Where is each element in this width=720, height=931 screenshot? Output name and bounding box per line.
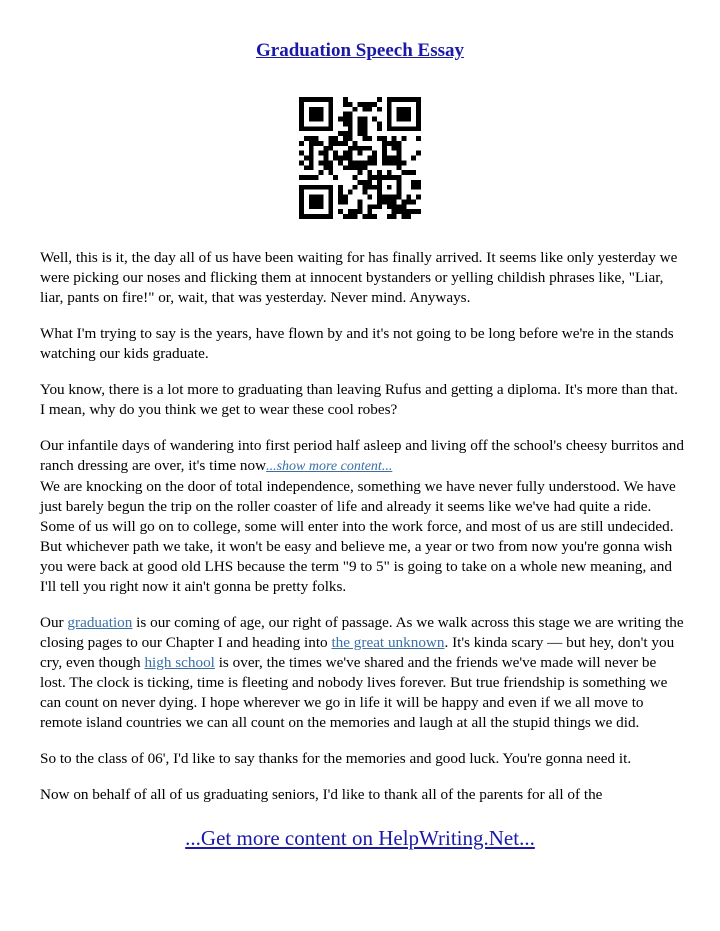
get-more-content-link[interactable]: ...Get more content on HelpWriting.Net...: [185, 826, 535, 850]
qr-code-icon: [299, 97, 421, 219]
paragraph: So to the class of 06', I'd like to say thanks for the memories and good luck. You're gonna need it.: [40, 750, 632, 767]
paragraph-text: Our infantile days of wandering into first period half asleep and living off the school's cheesy burritos and ranch dressing are over, it's time now: [40, 437, 684, 474]
graduation-link[interactable]: graduation: [67, 614, 133, 631]
show-more-link[interactable]: ...show more content...: [266, 459, 393, 474]
paragraph: [40, 436, 685, 477]
paragraph-text: is our coming of age, our right of passage. As we walk across this stage we are writing the closing pages to our Chapter I and heading into: [40, 614, 684, 651]
great-unknown-link[interactable]: the great unknown: [331, 634, 445, 651]
essay-body: [40, 248, 685, 821]
title-link[interactable]: Graduation Speech Essay: [256, 40, 464, 61]
paragraph: Well, this is it, the day all of us have been waiting for has finally arrived. It seems like only yesterday we were picking our noses and flicking them at innocent bystanders or yelling childish phrases like, "Liar, liar, pants on fire!" or, wait, that was yesterday. Never mind. Anyways.: [40, 249, 678, 306]
paragraph-text: is over, the times we've shared and the friends we've made will never be lost. The clock is ticking, time is fleeting and nobody lives forever. But true friendship is something we can count on never dying. I hope wherever we go in life it will be happy and even if we all move to remote island countries we can all count on the memories and laugh at all the stupid things we did.: [40, 654, 668, 731]
paragraph-text: Our: [40, 614, 68, 631]
paragraph: We are knocking on the door of total independence, something we have never fully understood. We have just barely begun the trip on the roller coaster of life and already it seems like we've had quite a ride. Some of us will go on to college, some will enter into the work force, and most of us are still undecided. But whichever path we take, it won't be easy and believe me, a year or two from now you're gonna wish you were back at good old LHS because the term "9 to 5" is going to take on a whole new meaning, and I'll tell you right now it ain't gonna be pretty folks.: [40, 478, 676, 595]
high-school-link[interactable]: high school: [144, 654, 215, 671]
paragraph: You know, there is a lot more to graduating than leaving Rufus and getting a diploma. It's more than that. I mean, why do you think we get to wear these cool robes?: [40, 381, 678, 418]
paragraph: Now on behalf of all of us graduating seniors, I'd like to thank all of the parents for all of the: [40, 786, 603, 803]
footer: [0, 826, 720, 851]
paragraph: What I'm trying to say is the years, have flown by and it's not going to be long before we're in the stands watching our kids graduate.: [40, 325, 674, 362]
paragraph: [40, 613, 685, 733]
paragraph-text: . It's kinda scary — but hey, don't you cry, even though: [40, 634, 675, 671]
page-title: [0, 40, 720, 62]
